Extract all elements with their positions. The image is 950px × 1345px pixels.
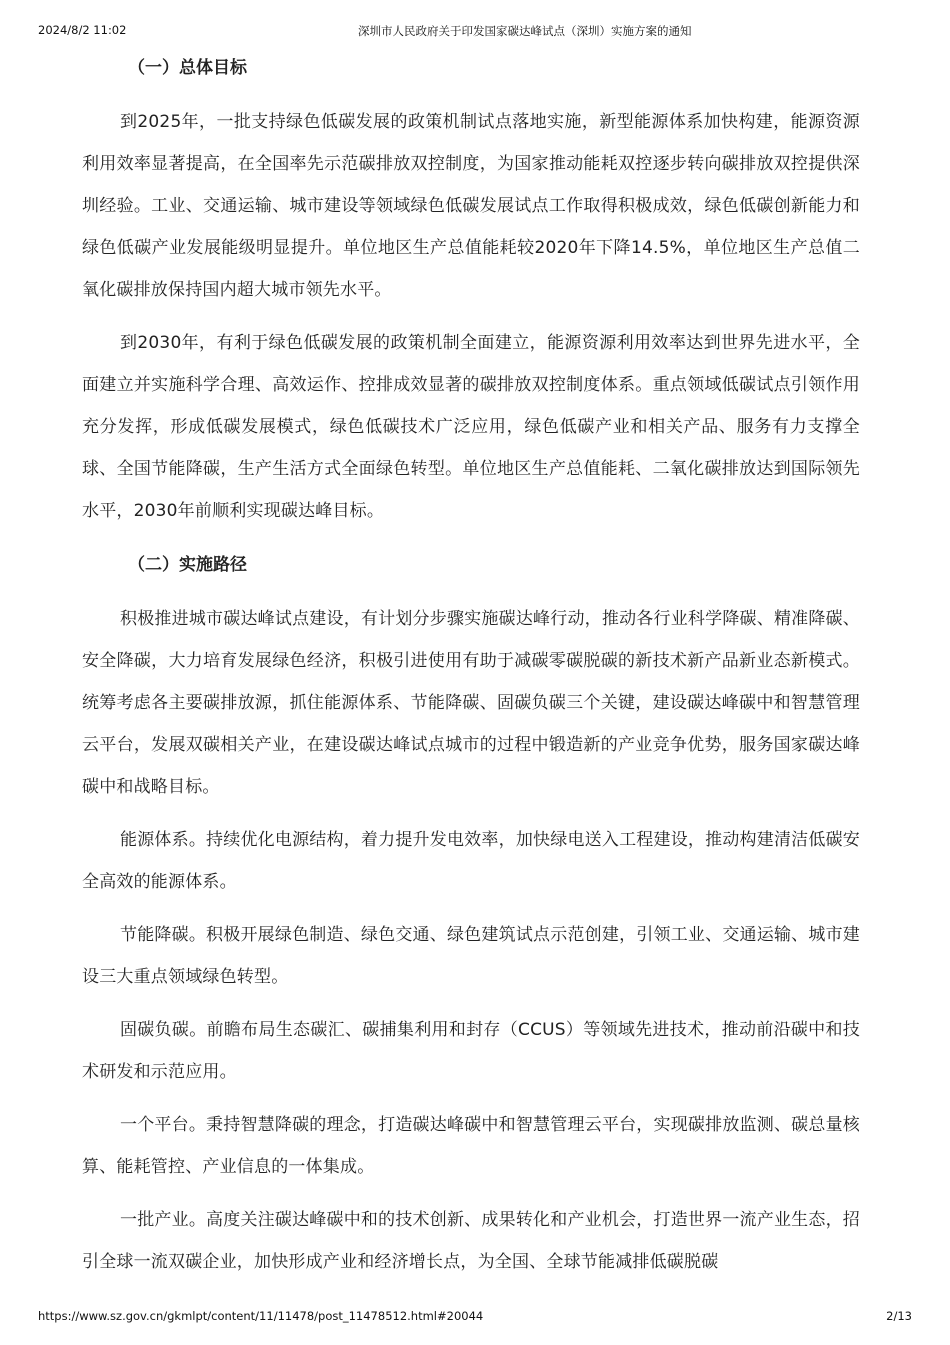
paragraph: 固碳负碳。前瞻布局生态碳汇、碳捕集利用和封存（CCUS）等领域先进技术，推动前沿碳中和技术研发和示范应用。 — [82, 1020, 860, 1082]
section-heading-overall-goal: （一）总体目标 — [128, 58, 247, 78]
document-title: 深圳市人民政府关于印发国家碳达峰试点（深圳）实施方案的通知 — [358, 24, 692, 38]
section-heading-implementation-path: （二）实施路径 — [128, 555, 247, 575]
paragraph: 到2025年，一批支持绿色低碳发展的政策机制试点落地实施，新型能源体系加快构建，能源资源利用效率显著提高，在全国率先示范碳排放双控制度，为国家推动能耗双控逐步转向碳排放双控提供深圳经验。工业、交通运输、城市建设等领域绿色低碳发展试点工作取得积极成效，绿色低碳创新能力和绿色低碳产业发展能级明显提升。单位地区生产总值能耗较2020年下降14.5%，单位地区生产总值二氧化碳排放保持国内超大城市领先水平。 — [82, 112, 860, 300]
page-url[interactable]: https://www.sz.gov.cn/gkmlpt/content/11/11478/post_11478512.html#20044 — [38, 1309, 484, 1323]
paragraph: 积极推进城市碳达峰试点建设，有计划分步骤实施碳达峰行动，推动各行业科学降碳、精准降碳、安全降碳，大力培育发展绿色经济，积极引进使用有助于减碳零碳脱碳的新技术新产品新业态新模式。统筹考虑各主要碳排放源，抓住能源体系、节能降碳、固碳负碳三个关键，建设碳达峰碳中和智慧管理云平台，发展双碳相关产业，在建设碳达峰试点城市的过程中锻造新的产业竞争优势，服务国家碳达峰碳中和战略目标。 — [82, 609, 860, 797]
paragraph: 一个平台。秉持智慧降碳的理念，打造碳达峰碳中和智慧管理云平台，实现碳排放监测、碳总量核算、能耗管控、产业信息的一体集成。 — [82, 1115, 860, 1177]
document-body — [82, 55, 860, 1283]
print-footer — [38, 1309, 912, 1325]
paragraph: 节能降碳。积极开展绿色制造、绿色交通、绿色建筑试点示范创建，引领工业、交通运输、城市建设三大重点领域绿色转型。 — [82, 925, 860, 987]
page-number: 2/13 — [886, 1309, 912, 1323]
print-datetime: 2024/8/2 11:02 — [38, 23, 127, 37]
print-header — [38, 23, 912, 39]
paragraph: 一批产业。高度关注碳达峰碳中和的技术创新、成果转化和产业机会，打造世界一流产业生态，招引全球一流双碳企业，加快形成产业和经济增长点，为全国、全球节能减排低碳脱碳 — [82, 1210, 860, 1272]
paragraph: 到2030年，有利于绿色低碳发展的政策机制全面建立，能源资源利用效率达到世界先进水平，全面建立并实施科学合理、高效运作、控排成效显著的碳排放双控制度体系。重点领域低碳试点引领作用充分发挥，形成低碳发展模式，绿色低碳技术广泛应用，绿色低碳产业和相关产品、服务有力支撑全球、全国节能降碳，生产生活方式全面绿色转型。单位地区生产总值能耗、二氧化碳排放达到国际领先水平，2030年前顺利实现碳达峰目标。 — [82, 333, 860, 521]
paragraph: 能源体系。持续优化电源结构，着力提升发电效率，加快绿电送入工程建设，推动构建清洁低碳安全高效的能源体系。 — [82, 830, 860, 892]
